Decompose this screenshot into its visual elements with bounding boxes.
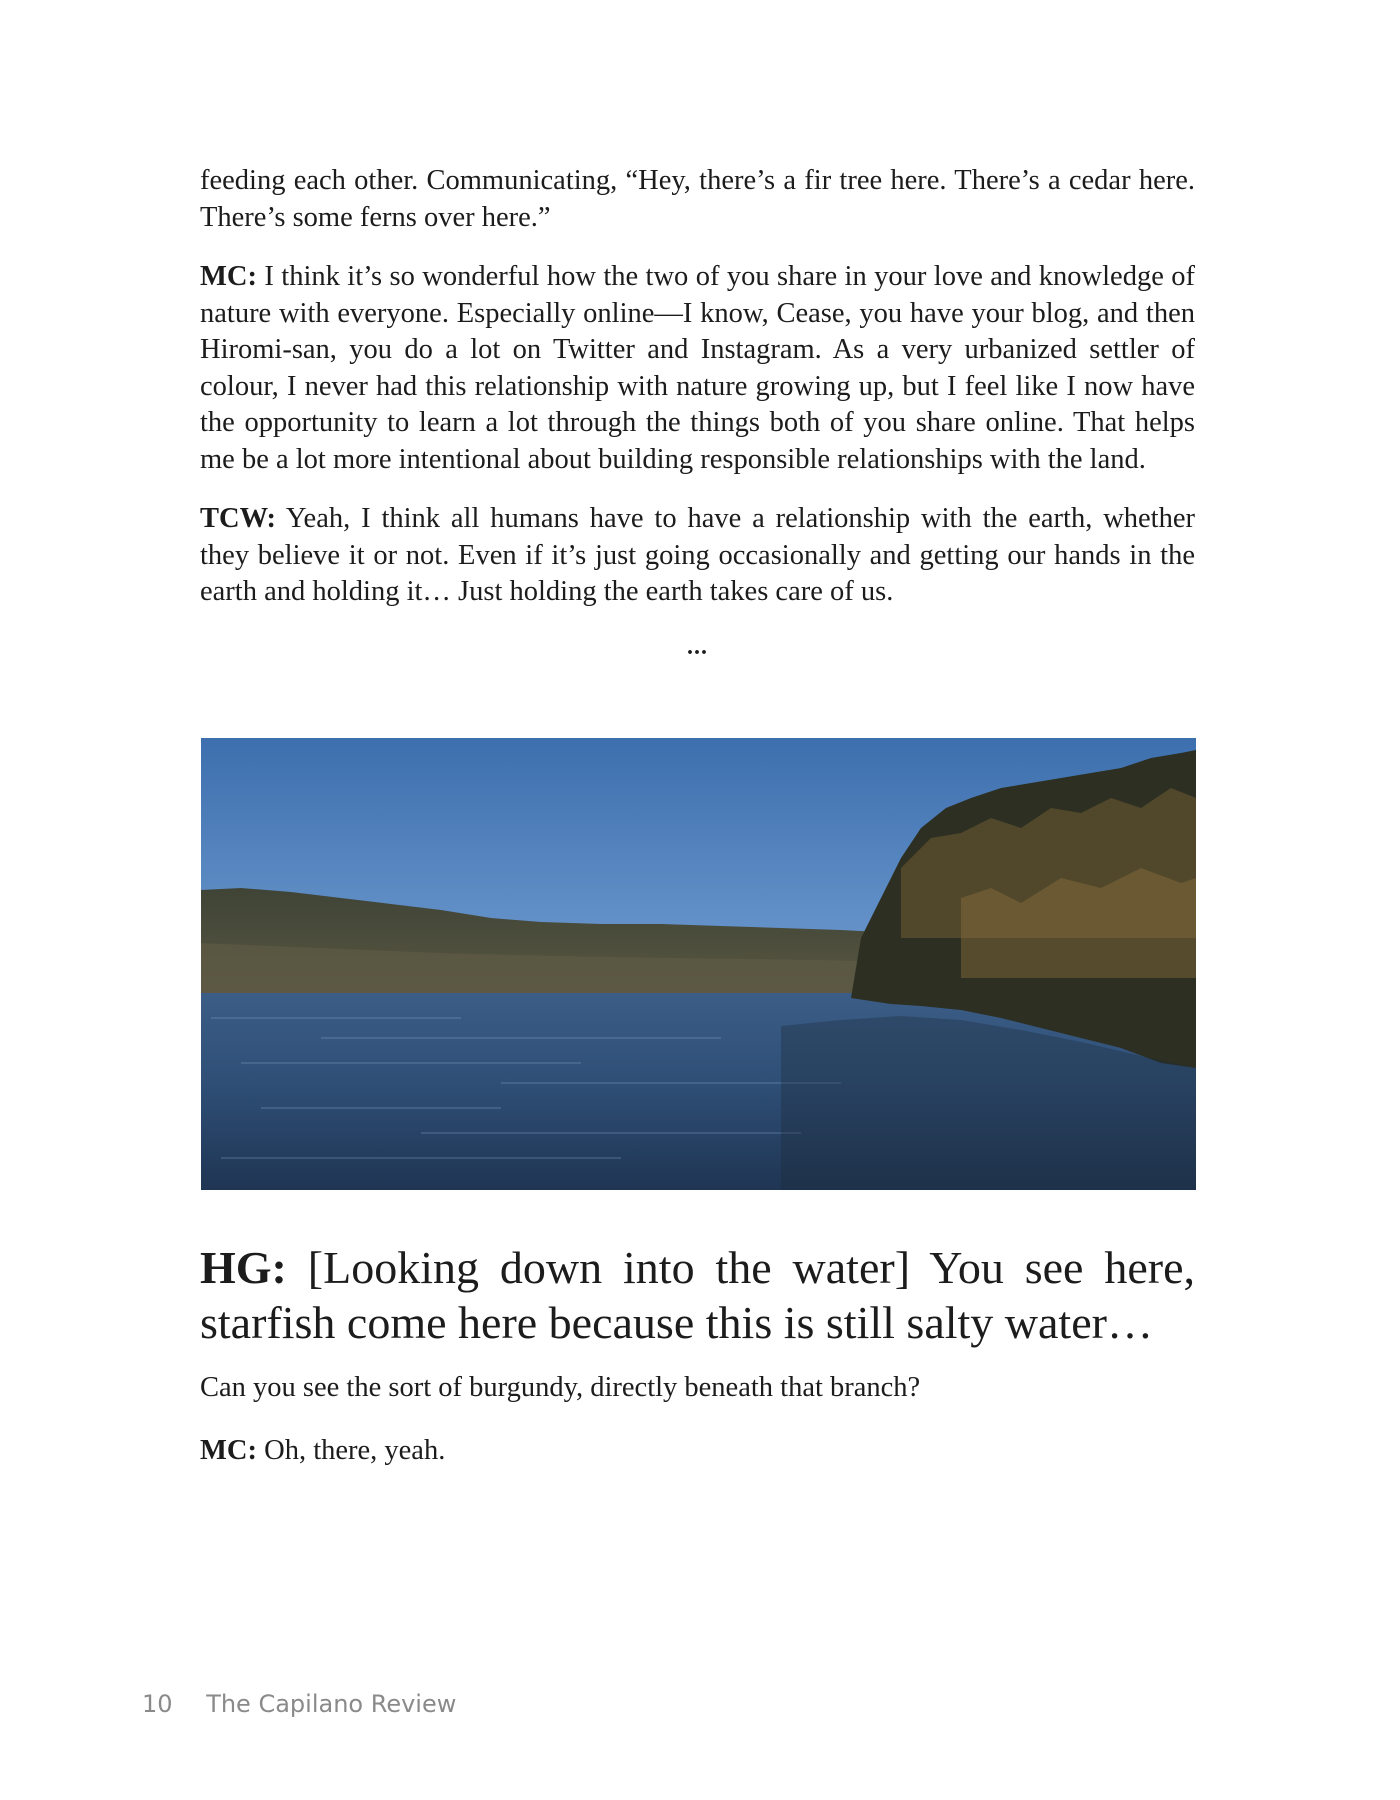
body-text: [200, 163, 1195, 664]
speaker-label: MC:: [200, 261, 257, 292]
publication-title: The Capilano Review: [206, 1690, 457, 1718]
lake-photo: [201, 738, 1196, 1190]
lake-photo-illustration: [201, 738, 1196, 1190]
page-number: 10: [142, 1690, 173, 1718]
paragraph-1: feeding each other. Communicating, “Hey, there’s a fir tree here. There’s a cedar here. There’s some ferns over here.”: [200, 165, 1195, 233]
pull-quote-text: [Looking down into the water] You see here, starfish come here because this is still salty water…: [200, 1242, 1195, 1348]
paragraph-tcw: [200, 501, 1195, 611]
page-footer: [142, 1690, 456, 1718]
pull-quote: [200, 1240, 1195, 1350]
paragraph-text: Yeah, I think all humans have to have a relationship with the earth, whether they believe it or not. Even if it’s just going occasionally and getting our hands in the earth and holding it… Just holding the earth takes care of us.: [200, 503, 1195, 607]
section-separator: ...: [687, 633, 708, 660]
paragraph-hg-question: Can you see the sort of burgundy, directly beneath that branch?: [200, 1372, 921, 1403]
paragraph-text: I think it’s so wonderful how the two of you share in your love and knowledge of nature with everyone. Especially online—I know, Cease, you have your blog, and then Hiromi-san, you do a lot on Twitter and Instagram. As a very urbanized settler of colour, I never had this relationship with nature growing up, but I feel like I now have the opportunity to learn a lot through the things both of you share online. That helps me be a lot more intentional about building responsible relationships with the land.: [200, 261, 1196, 475]
paragraph-text: Oh, there, yeah.: [264, 1435, 446, 1466]
paragraph-mc-2: [200, 1433, 1195, 1469]
speaker-label: MC:: [200, 1435, 257, 1466]
paragraph-mc-1: [200, 259, 1195, 478]
speaker-label: TCW:: [200, 503, 277, 534]
speaker-label: HG:: [200, 1242, 287, 1293]
